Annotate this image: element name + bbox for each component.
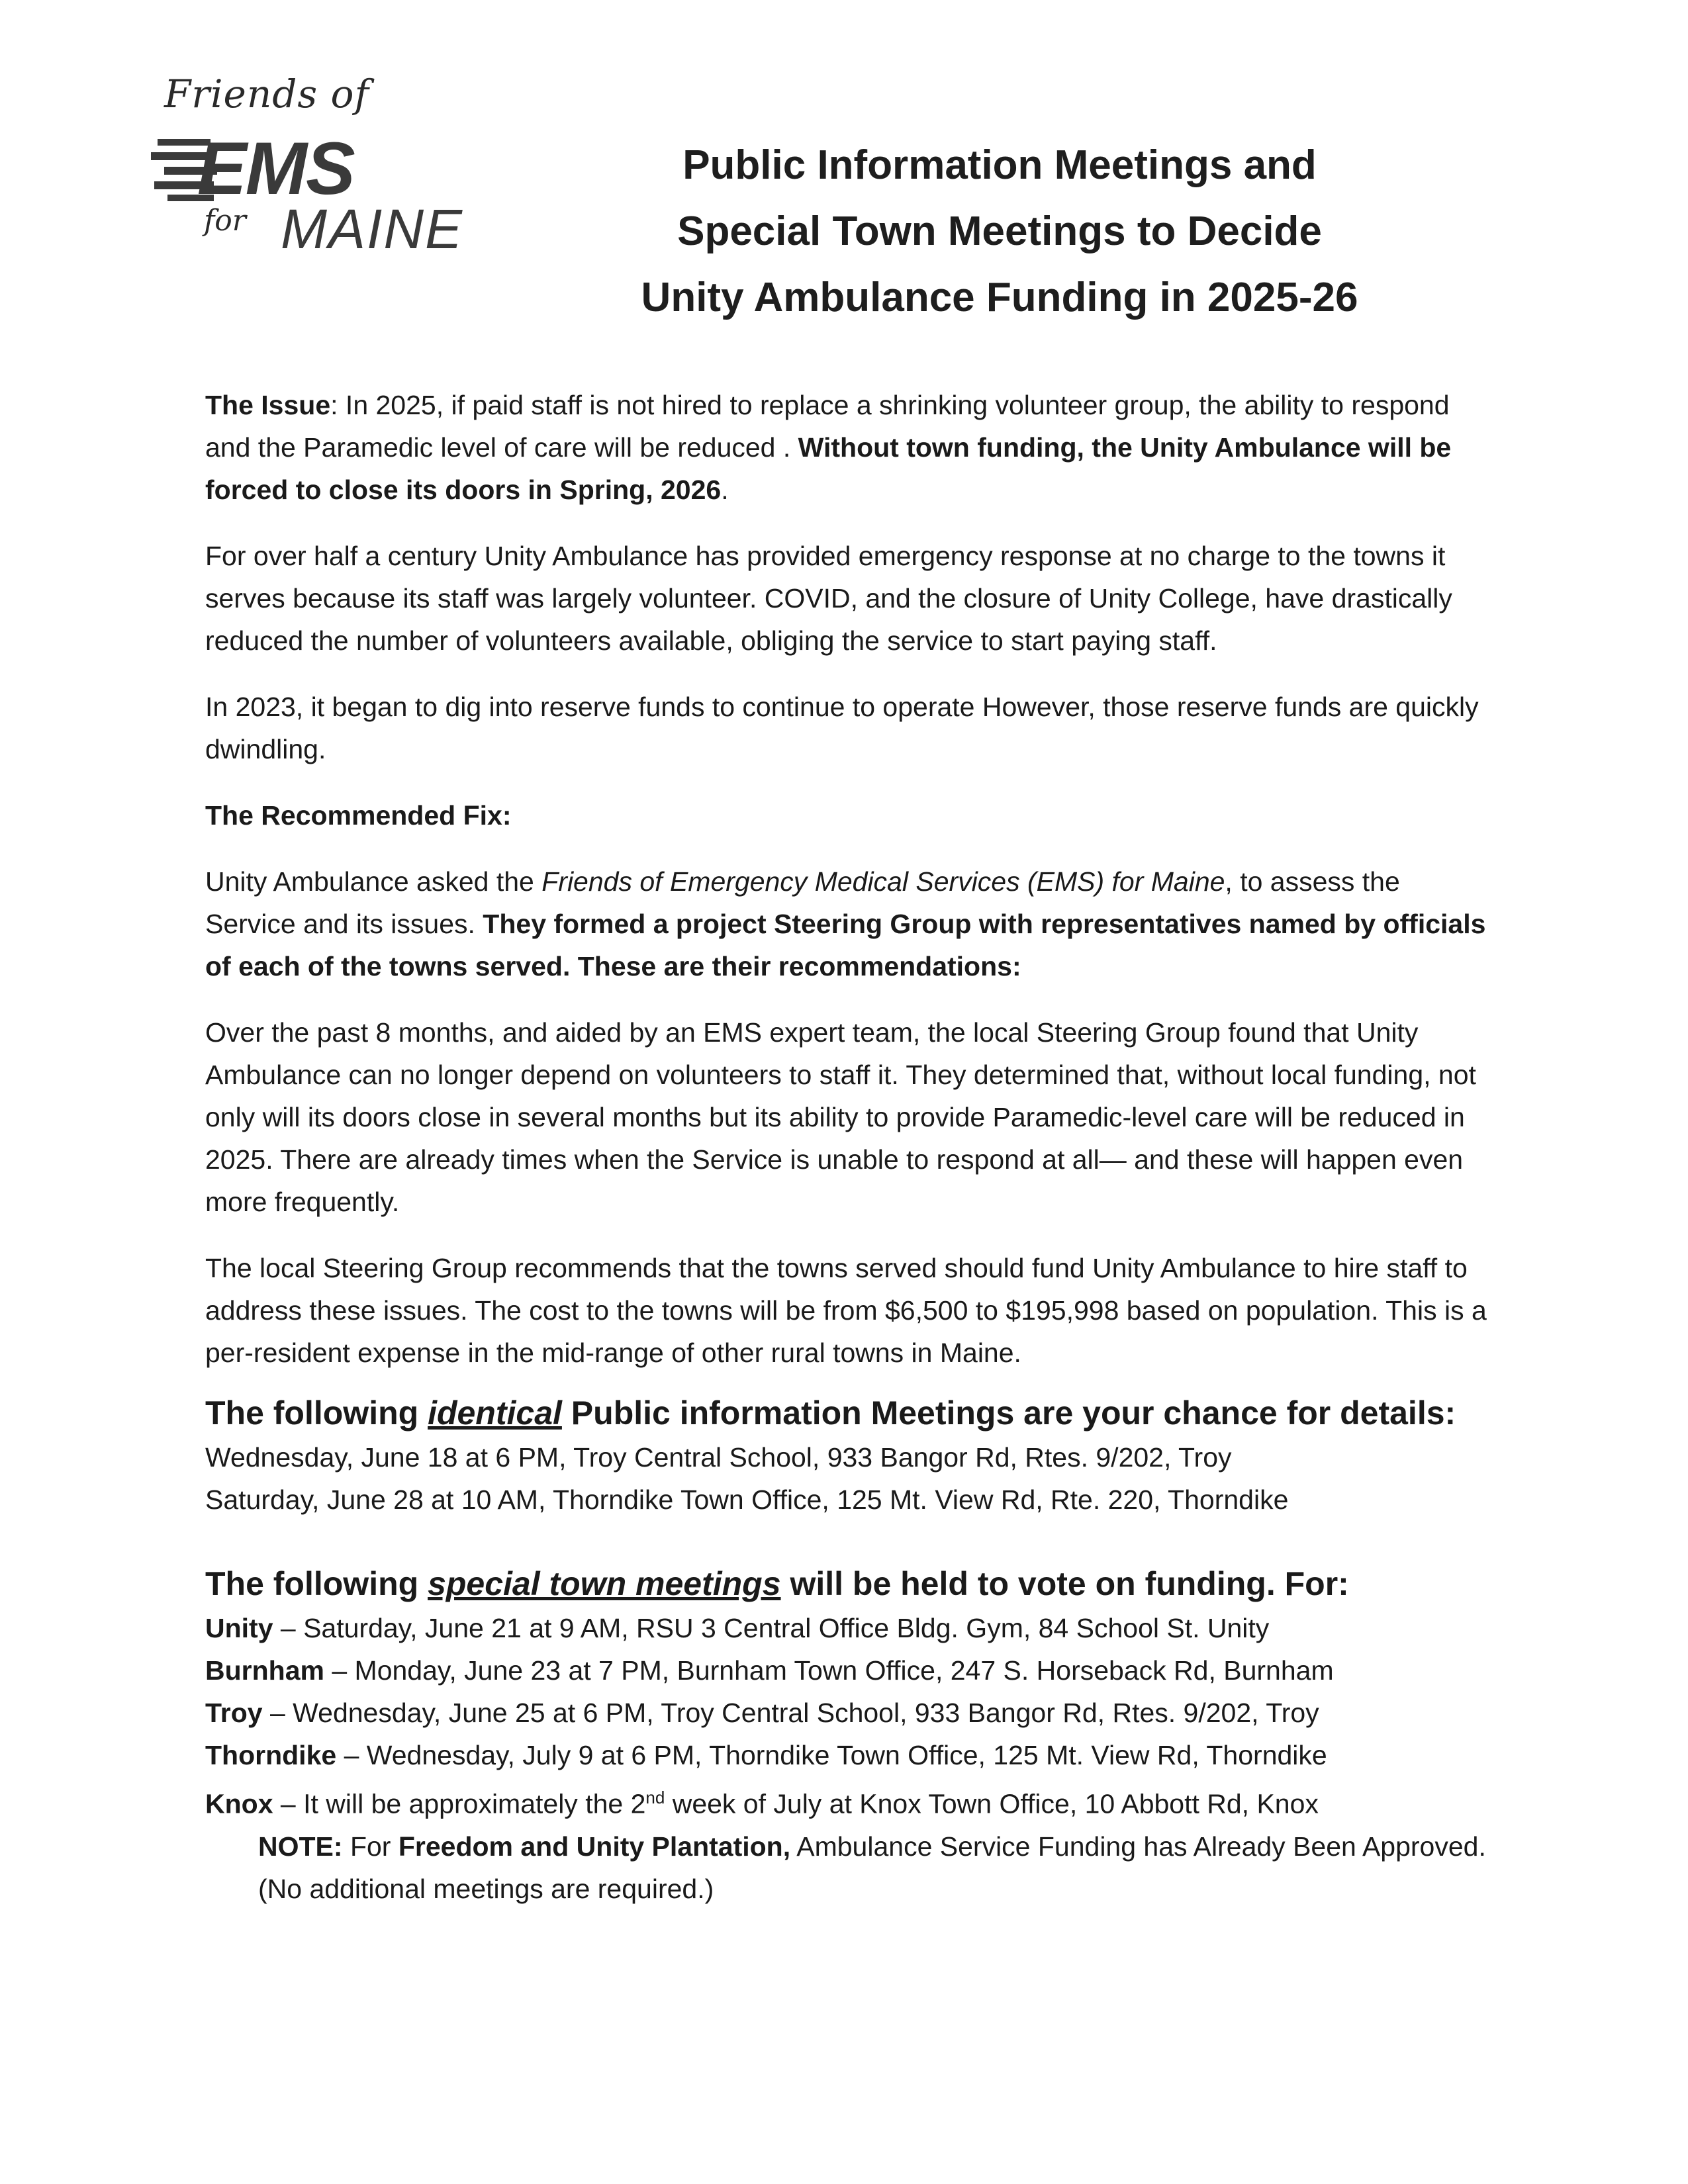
fix-italic: Friends of Emergency Medical Services (EMS) for Maine xyxy=(541,866,1225,897)
page-title xyxy=(569,132,1430,331)
town-meetings-heading xyxy=(205,1561,1496,1607)
issue-colon: : xyxy=(330,390,338,420)
logo-friends-of-text: Friends of xyxy=(164,71,369,116)
issue-paragraph xyxy=(205,384,1496,511)
note-paragraph xyxy=(258,1825,1496,1910)
issue-bold-text: Without town funding, the Unity Ambulance will be forced to close its doors in Spring, 2026 xyxy=(205,432,1452,505)
town-meeting-item xyxy=(205,1734,1496,1776)
town-heading-emph: special town meetings xyxy=(428,1565,781,1602)
public-heading-emph: identical xyxy=(428,1394,562,1432)
fix-mid: , to assess the Service and its issues. xyxy=(205,866,1400,939)
logo-for-text: for xyxy=(204,204,246,238)
town-heading-pre: The following xyxy=(205,1565,428,1602)
town-heading-post: will be held to vote on funding. For: xyxy=(780,1565,1349,1602)
logo-ems-mark xyxy=(151,127,429,210)
town-meetings-section xyxy=(205,1561,1496,1910)
public-heading-post: Public information Meetings are your chance for details: xyxy=(561,1394,1456,1432)
public-meetings-section xyxy=(205,1390,1496,1521)
knox-text-pre: – It will be approximately the 2 xyxy=(273,1788,646,1819)
title-line-3: Unity Ambulance Funding in 2025-26 xyxy=(641,275,1358,320)
public-meeting-item: Saturday, June 28 at 10 AM, Thorndike Town Office, 125 Mt. View Rd, Rte. 220, Thorndike xyxy=(205,1484,1289,1515)
town-meeting-text: – Saturday, June 21 at 9 AM, RSU 3 Central Office Bldg. Gym, 84 School St. Unity xyxy=(273,1613,1270,1643)
town-meeting-text: – Wednesday, June 25 at 6 PM, Troy Central School, 933 Bangor Rd, Rtes. 9/202, Troy xyxy=(262,1698,1319,1728)
town-name: Knox xyxy=(205,1788,273,1819)
fix-pre: Unity Ambulance asked the xyxy=(205,866,542,897)
friends-of-ems-logo xyxy=(151,71,464,263)
recommend-paragraph: The local Steering Group recommends that the towns served should fund Unity Ambulance to hire staff to address these issues. The cost to the towns will be from $6,500 to $195,998 based on population. This is a per-resident expense in the mid-range of other rural towns in Maine. xyxy=(205,1253,1487,1368)
knox-text-post: week of July at Knox Town Office, 10 Abbott Rd, Knox xyxy=(665,1788,1319,1819)
town-meeting-item-knox xyxy=(205,1776,1496,1825)
town-name: Troy xyxy=(205,1698,263,1728)
fix-bold: They formed a project Steering Group with representatives named by officials of each of the towns served. These are their recommendations: xyxy=(205,909,1486,981)
logo-maine-text: MAINE xyxy=(281,198,464,260)
town-meeting-text: – Monday, June 23 at 7 PM, Burnham Town Office, 247 S. Horseback Rd, Burnham xyxy=(324,1655,1334,1686)
town-name: Unity xyxy=(205,1613,273,1643)
town-meeting-item xyxy=(205,1692,1496,1734)
town-name: Thorndike xyxy=(205,1740,337,1770)
public-meeting-item: Wednesday, June 18 at 6 PM, Troy Central School, 933 Bangor Rd, Rtes. 9/202, Troy xyxy=(205,1442,1232,1473)
note-label: NOTE: xyxy=(258,1831,343,1862)
town-meeting-text: – Wednesday, July 9 at 6 PM, Thorndike Town Office, 125 Mt. View Rd, Thorndike xyxy=(336,1740,1327,1770)
issue-text: In 2025, if paid staff is not hired to replace a shrinking volunteer group, the ability to respond and the Paramedic level of care will be reduced . xyxy=(205,390,1450,463)
town-name: Burnham xyxy=(205,1655,324,1686)
town-meeting-item xyxy=(205,1607,1496,1649)
note-pre: For xyxy=(342,1831,399,1862)
note-post: Ambulance Service Funding has Already Been Approved. (No additional meetings are required.) xyxy=(258,1831,1486,1904)
public-heading-pre: The following xyxy=(205,1394,428,1432)
fix-heading: The Recommended Fix: xyxy=(205,800,512,831)
title-line-1: Public Information Meetings and xyxy=(682,142,1317,188)
reserve-funds-paragraph: In 2023, it began to dig into reserve funds to continue to operate However, those reserve funds are quickly dwindling. xyxy=(205,692,1479,764)
note-bold: Freedom and Unity Plantation, xyxy=(398,1831,791,1862)
logo-ems-text: EMS xyxy=(197,127,354,210)
title-line-2: Special Town Meetings to Decide xyxy=(677,208,1322,254)
fix-paragraph xyxy=(205,860,1496,987)
issue-end: . xyxy=(721,475,729,505)
history-paragraph: For over half a century Unity Ambulance has provided emergency response at no charge to the towns it serves because its staff was largely volunteer. COVID, and the closure of Unity College, have drastically reduced the number of volunteers available, obliging the service to start paying staff. xyxy=(205,541,1452,656)
issue-label: The Issue xyxy=(205,390,331,420)
document-body xyxy=(205,384,1496,1910)
town-meeting-item xyxy=(205,1649,1496,1692)
public-meetings-heading xyxy=(205,1390,1496,1436)
knox-ordinal-suffix: nd xyxy=(645,1788,665,1807)
findings-paragraph: Over the past 8 months, and aided by an EMS expert team, the local Steering Group found that Unity Ambulance can no longer depend on volunteers to staff it. They determined that, without local funding, not only will its doors close in several months but its ability to provide Paramedic-level care will be reduced in 2025. There are already times when the Service is unable to respond at all— and these will happen even more frequently. xyxy=(205,1017,1476,1217)
